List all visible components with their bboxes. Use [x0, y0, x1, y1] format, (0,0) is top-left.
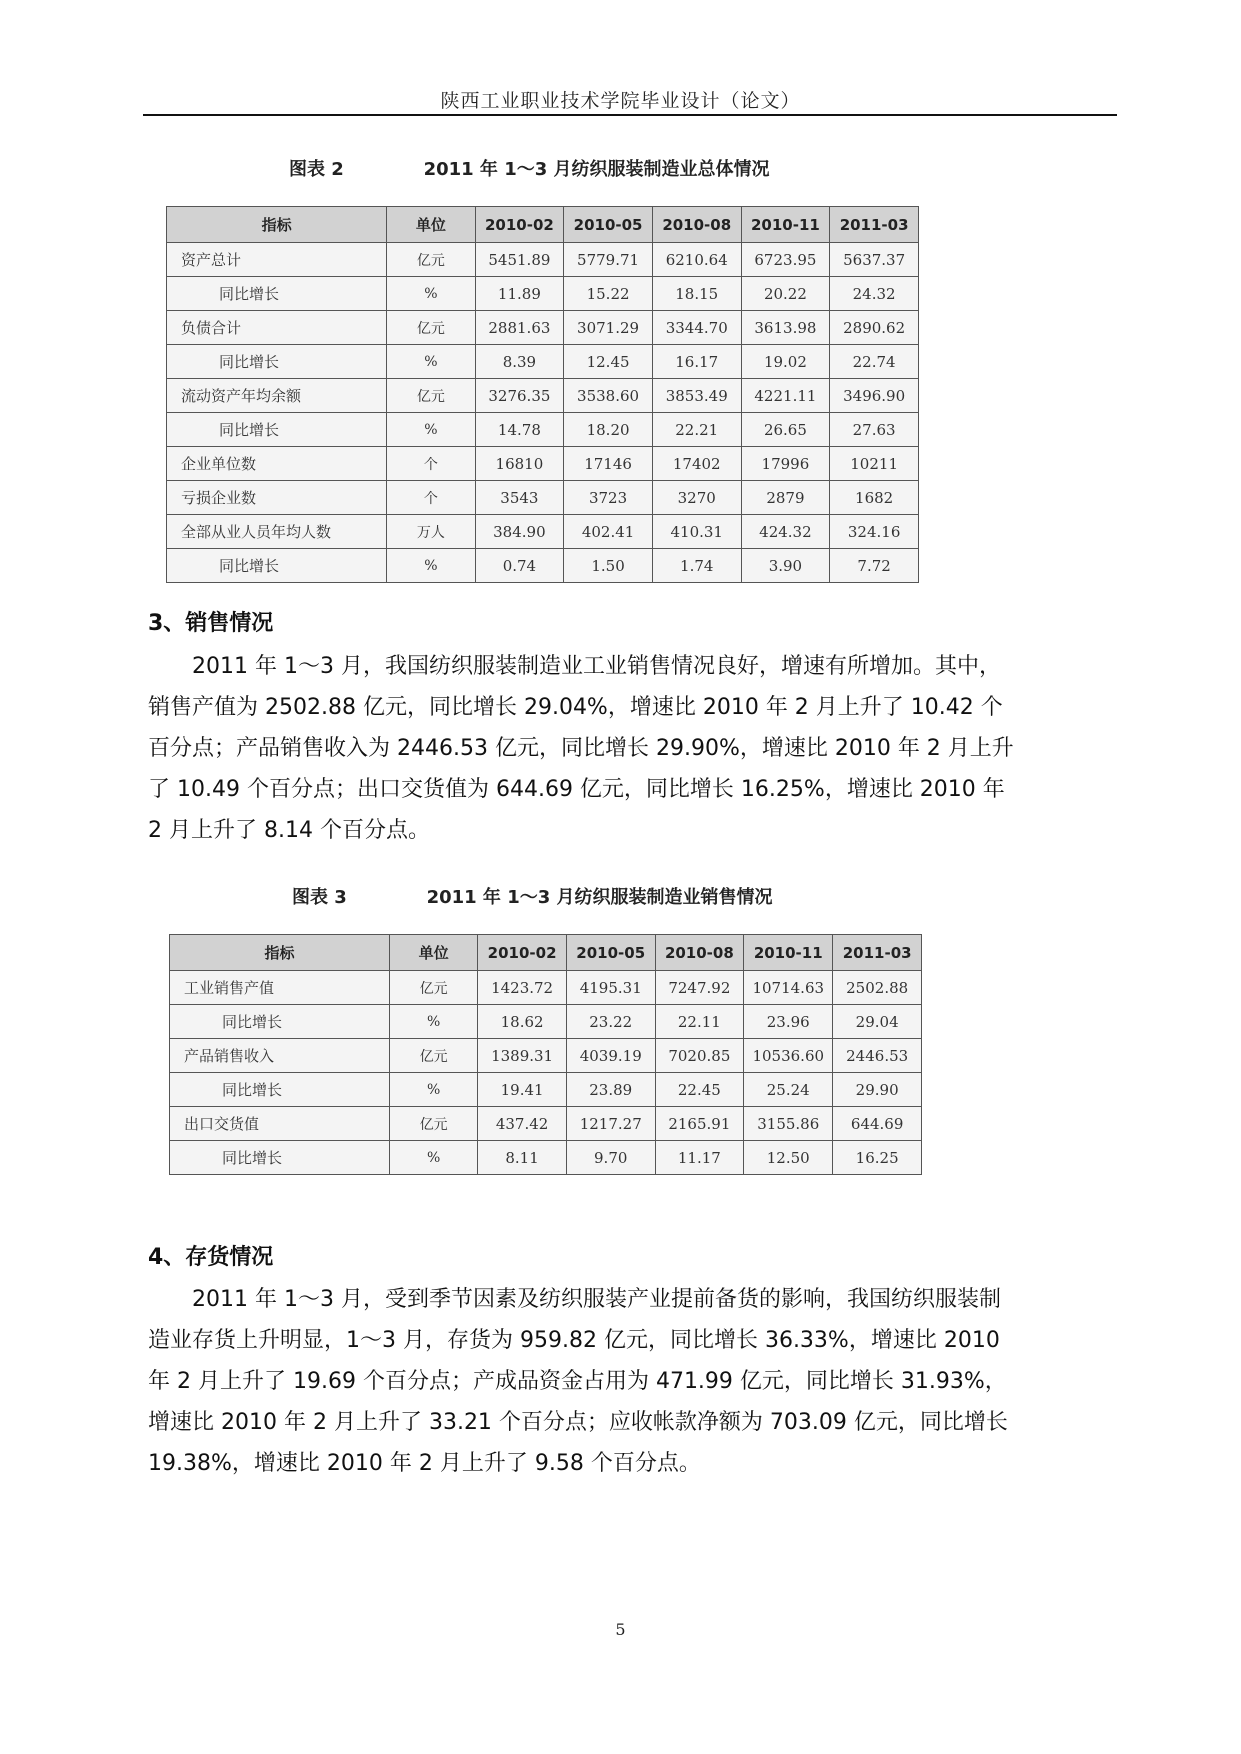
row-label: 工业销售产值 — [170, 971, 390, 1005]
row-label: 同比增长 — [167, 413, 387, 447]
column-header: 2010-11 — [744, 935, 833, 971]
table-cell: 5779.71 — [564, 243, 653, 277]
table-row — [167, 379, 919, 413]
table-cell: 6210.64 — [652, 243, 741, 277]
table-cell: 2165.91 — [655, 1107, 744, 1141]
table-cell: 3276.35 — [475, 379, 564, 413]
table-cell: 5451.89 — [475, 243, 564, 277]
row-unit: 亿元 — [389, 1107, 477, 1141]
table-cell: 3853.49 — [652, 379, 741, 413]
column-header: 2010-08 — [655, 935, 744, 971]
table-cell: 17146 — [564, 447, 653, 481]
table-cell: 12.50 — [744, 1141, 833, 1175]
table-cell: 10714.63 — [744, 971, 833, 1005]
table-cell: 3723 — [564, 481, 653, 515]
table-cell: 3071.29 — [564, 311, 653, 345]
table-row — [167, 515, 919, 549]
table-cell: 7.72 — [830, 549, 919, 583]
table-cell: 8.11 — [478, 1141, 567, 1175]
table-cell: 29.90 — [833, 1073, 922, 1107]
row-unit: 亿元 — [389, 971, 477, 1005]
row-label: 产品销售收入 — [170, 1039, 390, 1073]
table-row — [170, 1005, 922, 1039]
table-row — [167, 277, 919, 311]
table-cell: 3155.86 — [744, 1107, 833, 1141]
paragraph-line: 19.38%，增速比 2010 年 2 月上升了 9.58 个百分点。 — [148, 1451, 701, 1476]
table-cell: 402.41 — [564, 515, 653, 549]
table2-caption-label: 图表 2 — [289, 159, 344, 180]
table-cell: 29.04 — [833, 1005, 922, 1039]
table-cell: 10536.60 — [744, 1039, 833, 1073]
table-cell: 3496.90 — [830, 379, 919, 413]
table-cell: 22.21 — [652, 413, 741, 447]
paragraph-line: 2011 年 1～3 月，受到季节因素及纺织服装产业提前备货的影响，我国纺织服装制 — [192, 1287, 1001, 1312]
table-cell: 17996 — [741, 447, 830, 481]
table-cell: 1423.72 — [478, 971, 567, 1005]
section4-heading: 4、存货情况 — [148, 1245, 274, 1270]
table-cell: 18.15 — [652, 277, 741, 311]
table-cell: 1217.27 — [566, 1107, 655, 1141]
table-row — [170, 1039, 922, 1073]
table-cell: 18.62 — [478, 1005, 567, 1039]
row-unit: 个 — [387, 447, 475, 481]
paragraph-line: 2011 年 1～3 月，我国纺织服装制造业工业销售情况良好，增速有所增加。其中， — [192, 654, 1001, 679]
column-header: 2010-02 — [475, 207, 564, 243]
row-label: 同比增长 — [167, 549, 387, 583]
table-cell: 26.65 — [741, 413, 830, 447]
row-unit: % — [387, 345, 475, 379]
column-header: 单位 — [387, 207, 475, 243]
table-cell: 23.96 — [744, 1005, 833, 1039]
column-header: 指标 — [167, 207, 387, 243]
row-label: 出口交货值 — [170, 1107, 390, 1141]
row-label: 同比增长 — [167, 277, 387, 311]
column-header: 2010-08 — [652, 207, 741, 243]
table-cell: 7020.85 — [655, 1039, 744, 1073]
table-cell: 410.31 — [652, 515, 741, 549]
paragraph-line: 了 10.49 个百分点；出口交货值为 644.69 亿元，同比增长 16.25%，增速比 2010 年 — [148, 777, 1005, 802]
table-cell: 8.39 — [475, 345, 564, 379]
table-cell: 4195.31 — [566, 971, 655, 1005]
table-cell: 23.89 — [566, 1073, 655, 1107]
table-cell: 24.32 — [830, 277, 919, 311]
table-cell: 27.63 — [830, 413, 919, 447]
row-label: 资产总计 — [167, 243, 387, 277]
table-row — [167, 481, 919, 515]
table-cell: 644.69 — [833, 1107, 922, 1141]
section3-heading: 3、销售情况 — [148, 611, 274, 636]
table-cell: 16.17 — [652, 345, 741, 379]
table-cell: 16810 — [475, 447, 564, 481]
table-cell: 10211 — [830, 447, 919, 481]
table-cell: 3.90 — [741, 549, 830, 583]
page-header: 陕西工业职业技术学院毕业设计（论文） — [440, 90, 801, 112]
column-header: 2011-03 — [833, 935, 922, 971]
table3-caption-label: 图表 3 — [292, 887, 347, 908]
table-cell: 3538.60 — [564, 379, 653, 413]
row-label: 同比增长 — [167, 345, 387, 379]
row-unit: % — [389, 1073, 477, 1107]
row-label: 流动资产年均余额 — [167, 379, 387, 413]
table-cell: 17402 — [652, 447, 741, 481]
row-label: 负债合计 — [167, 311, 387, 345]
table-cell: 2881.63 — [475, 311, 564, 345]
table-cell: 20.22 — [741, 277, 830, 311]
table-cell: 11.17 — [655, 1141, 744, 1175]
table-cell: 7247.92 — [655, 971, 744, 1005]
table-row — [167, 549, 919, 583]
row-label: 同比增长 — [170, 1005, 390, 1039]
table-cell: 19.02 — [741, 345, 830, 379]
table-cell: 19.41 — [478, 1073, 567, 1107]
column-header: 2010-05 — [564, 207, 653, 243]
table-cell: 1.74 — [652, 549, 741, 583]
table-cell: 15.22 — [564, 277, 653, 311]
table-row — [170, 1141, 922, 1175]
column-header: 2010-11 — [741, 207, 830, 243]
column-header: 指标 — [170, 935, 390, 971]
table3 — [169, 934, 922, 1175]
paragraph-line: 年 2 月上升了 19.69 个百分点；产成品资金占用为 471.99 亿元，同比增长 31.93%， — [148, 1369, 1007, 1394]
table-cell: 1.50 — [564, 549, 653, 583]
row-unit: 万人 — [387, 515, 475, 549]
table-cell: 22.74 — [830, 345, 919, 379]
table-cell: 4221.11 — [741, 379, 830, 413]
table-cell: 2446.53 — [833, 1039, 922, 1073]
table-row — [170, 1073, 922, 1107]
row-unit: % — [387, 277, 475, 311]
paragraph-line: 百分点；产品销售收入为 2446.53 亿元，同比增长 29.90%，增速比 2010 年 2 月上升 — [148, 736, 1014, 761]
header-divider — [143, 114, 1117, 116]
table-cell: 324.16 — [830, 515, 919, 549]
section4-paragraph — [148, 1279, 1116, 1484]
table-row — [170, 971, 922, 1005]
column-header: 2010-02 — [478, 935, 567, 971]
row-unit: % — [387, 413, 475, 447]
table-cell: 5637.37 — [830, 243, 919, 277]
table-cell: 2879 — [741, 481, 830, 515]
row-unit: 个 — [387, 481, 475, 515]
table-row — [170, 1107, 922, 1141]
table-cell: 25.24 — [744, 1073, 833, 1107]
section3-paragraph — [148, 646, 1116, 851]
table-row — [167, 447, 919, 481]
row-unit: % — [389, 1005, 477, 1039]
row-label: 同比增长 — [170, 1141, 390, 1175]
table2-caption-title: 2011 年 1～3 月纺织服装制造业总体情况 — [423, 159, 770, 180]
table-cell: 22.45 — [655, 1073, 744, 1107]
table-cell: 1389.31 — [478, 1039, 567, 1073]
table-cell: 0.74 — [475, 549, 564, 583]
row-label: 同比增长 — [170, 1073, 390, 1107]
table-cell: 3270 — [652, 481, 741, 515]
paragraph-line: 销售产值为 2502.88 亿元，同比增长 29.04%，增速比 2010 年 2 月上升了 10.42 个 — [148, 695, 1003, 720]
row-unit: % — [387, 549, 475, 583]
table-row — [167, 345, 919, 379]
row-unit: 亿元 — [387, 379, 475, 413]
row-unit: 亿元 — [389, 1039, 477, 1073]
table2-caption — [289, 155, 770, 181]
table3-caption — [292, 883, 773, 909]
page-number: 5 — [615, 1620, 626, 1639]
table-cell: 23.22 — [566, 1005, 655, 1039]
row-label: 企业单位数 — [167, 447, 387, 481]
table-cell: 4039.19 — [566, 1039, 655, 1073]
row-unit: 亿元 — [387, 243, 475, 277]
table-row — [167, 413, 919, 447]
table-cell: 1682 — [830, 481, 919, 515]
row-unit: 亿元 — [387, 311, 475, 345]
table-row — [167, 311, 919, 345]
table-cell: 11.89 — [475, 277, 564, 311]
table-cell: 437.42 — [478, 1107, 567, 1141]
paragraph-line: 增速比 2010 年 2 月上升了 33.21 个百分点；应收帐款净额为 703.09 亿元，同比增长 — [148, 1410, 1008, 1435]
table3-header-row — [170, 935, 922, 971]
table-cell: 9.70 — [566, 1141, 655, 1175]
table-cell: 384.90 — [475, 515, 564, 549]
table-cell: 3543 — [475, 481, 564, 515]
column-header: 单位 — [389, 935, 477, 971]
row-unit: % — [389, 1141, 477, 1175]
table3-caption-title: 2011 年 1～3 月纺织服装制造业销售情况 — [426, 887, 773, 908]
table-row — [167, 243, 919, 277]
column-header: 2011-03 — [830, 207, 919, 243]
table-cell: 3344.70 — [652, 311, 741, 345]
table-cell: 12.45 — [564, 345, 653, 379]
table2-header-row — [167, 207, 919, 243]
row-label: 亏损企业数 — [167, 481, 387, 515]
table-cell: 3613.98 — [741, 311, 830, 345]
paragraph-line: 造业存货上升明显，1～3 月，存货为 959.82 亿元，同比增长 36.33%，增速比 2010 — [148, 1328, 1000, 1353]
table-cell: 18.20 — [564, 413, 653, 447]
row-label: 全部从业人员年均人数 — [167, 515, 387, 549]
table-cell: 14.78 — [475, 413, 564, 447]
column-header: 2010-05 — [566, 935, 655, 971]
table2 — [166, 206, 919, 583]
table-cell: 6723.95 — [741, 243, 830, 277]
table-cell: 2502.88 — [833, 971, 922, 1005]
table-cell: 424.32 — [741, 515, 830, 549]
table-cell: 16.25 — [833, 1141, 922, 1175]
table-cell: 2890.62 — [830, 311, 919, 345]
paragraph-line: 2 月上升了 8.14 个百分点。 — [148, 818, 430, 843]
table-cell: 22.11 — [655, 1005, 744, 1039]
